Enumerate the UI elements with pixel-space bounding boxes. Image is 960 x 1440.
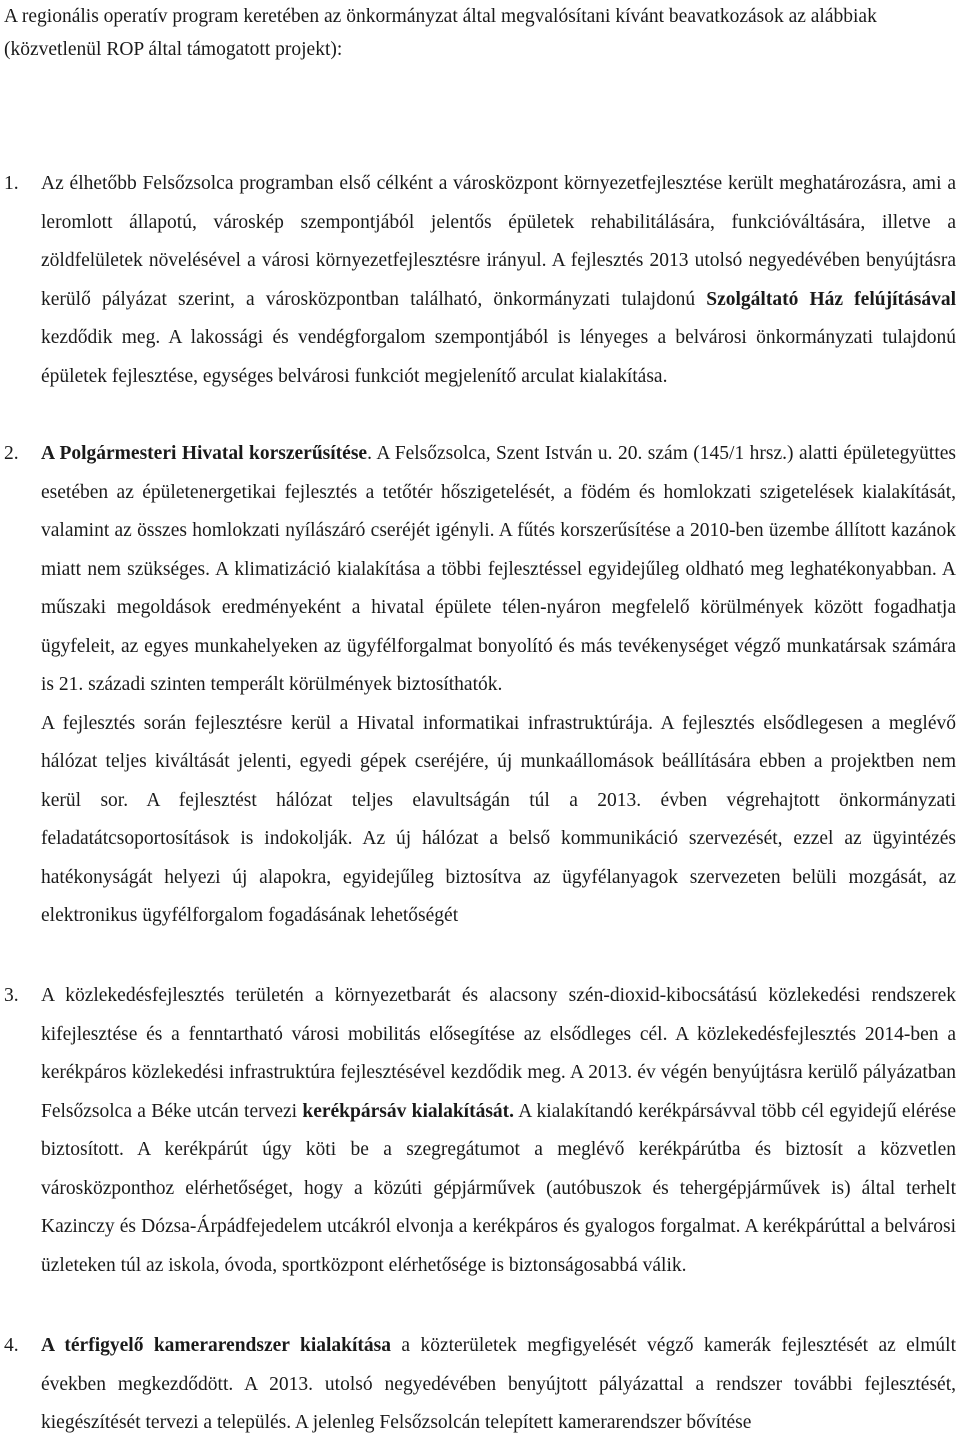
list-item-number: 2. [4,443,19,464]
paragraph [41,977,956,1285]
text-run: A kialakítandó kerékpársávval több cél egyidejű elérése biztosított. A kerékpárút úgy köti be a szegregátumot a meglévő kerékpárútba és biztosít a közvetlen városközponthoz elérhetőséget, hogy a közúti gépjárművek (autóbuszok és tehergépjárművek is) által terhelt Kazinczy és Dózsa-Árpádfejedelem utcákról elvonja a kerékpáros és gyalogos forgalmat. A kerékpárúttal a belvárosi üzleteken túl az iskola, óvoda, sportközpont elérhetősége is biztonságosabbá válik. [41,1100,956,1276]
list-item-number: 4. [4,1335,19,1356]
paragraph [41,435,956,705]
bold-text-run: A térfigyelő kamerarendszer kialakítása [41,1335,391,1356]
list-item-body [41,435,956,936]
text-run: kezdődik meg. A lakossági és vendégforgalom szempontjából is lényeges a belvárosi önkormányzati tulajdonú épületek fejlesztése, egységes belvárosi funkciót megjelenítő arculat kialakítása. [41,327,956,387]
text-run: a közterületek megfigyelését végző kamerák fejlesztését az elmúlt években megkezdődött. A 2013. utolsó negyedévében benyújtott pályázattal a rendszer további fejlesztését, kiegészítését tervezi a település. A jelenleg Felsőzsolcán telepített kamerarendszer bővítése [41,1335,956,1433]
paragraph [41,1327,956,1440]
bold-text-run: Szolgáltató Ház felújításával [706,288,956,310]
text-run: A fejlesztés során fejlesztésre kerül a Hivatal informatikai infrastruktúrája. A fejlesztés elsődlegesen a meglévő hálózat teljes kiváltását jelenti, egyedi gépek cseréjére, új munkaállomások beállítására ebben a projektben nem kerül sor. A fejlesztést hálózat teljes elavultságán túl a 2013. évben végrehajtott önkormányzati feladatátcsoportosítások is indokolják. Az új hálózat a belső kommunikáció szervezését, ezzel az ügyintézés hatékonyságát helyezi új alapokra, egyidejűleg biztosítva az ügyfélanyagok szervezeten belüli mozgását, az elektronikus ügyfélforgalom fogadásának lehetőségét [41,712,956,926]
intro-paragraph: A regionális operatív program keretében az önkormányzat által megvalósítani kívánt beavatkozások az alábbiak (közvetlenül ROP által támogatott projekt): [4,6,877,60]
list-item [0,977,960,1285]
list-item-number: 1. [4,173,19,194]
text-run: . A Felsőzsolca, Szent István u. 20. szám (145/1 hrsz.) alatti épületegyüttes esetében az épületenergetikai fejlesztés a tetőtér hőszigetelését, a födém és homlokzati szigetelések kialakítását, valamint az összes homlokzati nyílászáró cseréjét igényli. A fűtés korszerűsítése a 2010-ben üzembe állított kazánok miatt nem szükséges. A klimatizáció kialakítása a többi fejlesztéssel egyidejűleg oldható meg leghatékonyabban. A műszaki megoldások eredményeként a hivatal épülete télen-nyáron megfelelő körülmények között fogadhatja ügyfeleit, az egyes munkahelyeken az ügyfélforgalmat bonyolító és más tevékenységet végző munkatársak számára is 21. századi szinten temperált körülmények biztosíthatók. [41,443,956,695]
paragraph [41,165,956,396]
list-item [0,1327,960,1440]
list-item-body [41,977,956,1285]
bold-text-run: A Polgármesteri Hivatal korszerűsítése [41,443,368,464]
list-item-number: 3. [4,985,19,1006]
list-item [0,435,960,936]
text-run: Az élhetőbb Felsőzsolca programban első célként a városközpont környezetfejlesztése került meghatározásra, ami a leromlott állapotú, városkép szempontjából jelentős épületek rehabilitálására, funkcióváltására, illetve a zöldfelületek növelésével a városi környezetfejlesztésre irányul. A fejlesztés 2013 utolsó negyedévében benyújtásra kerülő pályázat szerint, a városközpontban található, önkormányzati tulajdonú [41,173,956,310]
bold-text-run: kerékpársáv kialakítását. [302,1100,515,1122]
paragraph [41,705,956,936]
text-run: A közlekedésfejlesztés területén a környezetbarát és alacsony szén-dioxid-kibocsátású közlekedési rendszerek kifejlesztése és a fenntartható városi mobilitás elősegítése az elsődleges cél. A közlekedésfejlesztés 2014-ben a kerékpáros közlekedési infrastruktúra fejlesztésével kezdődik meg. A 2013. év végén benyújtásra kerülő pályázatban Felsőzsolca a Béke utcán tervezi [41,985,956,1122]
list-item [0,165,960,396]
list-item-body [41,1327,956,1440]
list-item-body [41,165,956,396]
